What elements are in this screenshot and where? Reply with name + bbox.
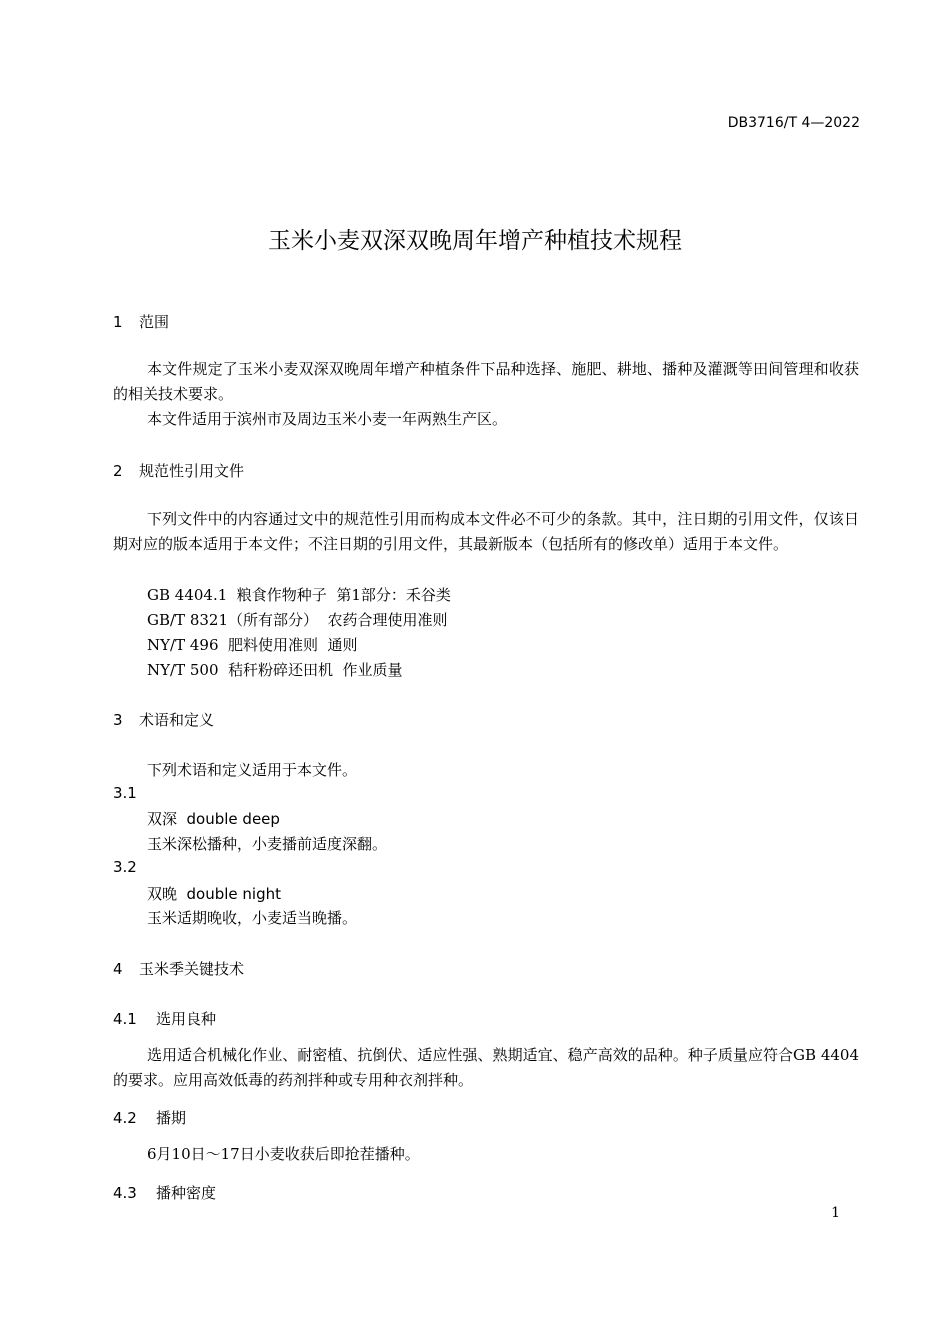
subsection-number: 4.2 <box>113 1109 137 1127</box>
section-number: 4 <box>113 960 123 978</box>
section-number: 3 <box>113 711 123 729</box>
subsection-number: 4.3 <box>113 1184 137 1202</box>
term-definition: 玉米深松播种，小麦播前适度深翻。 <box>147 835 388 853</box>
reference-item: GB 4404.1 粮食作物种子 第1部分：禾谷类 <box>147 586 451 604</box>
subsection-title: 选用良种 <box>156 1010 217 1028</box>
reference-item: NY/T 500 秸秆粉碎还田机 作业质量 <box>147 661 403 679</box>
reference-item: NY/T 496 肥料使用准则 通则 <box>147 636 358 654</box>
section-title: 规范性引用文件 <box>139 462 245 480</box>
reference-item: GB/T 8321（所有部分） 农药合理使用准则 <box>147 611 448 629</box>
section-title: 范围 <box>139 313 170 331</box>
subsection-title: 播期 <box>156 1109 187 1127</box>
paragraph: 下列文件中的内容通过文中的规范性引用而构成本文件必不可少的条款。其中，注日期的引用文件，仅该日期对应的版本适用于本文件；不注日期的引用文件，其最新版本（包括所有的修改单）适用于本文件。 <box>113 510 859 553</box>
paragraph: 6月10日～17日小麦收获后即抢茬播种。 <box>147 1145 420 1163</box>
term-number: 3.1 <box>113 784 137 802</box>
subsection-number: 4.1 <box>113 1010 137 1028</box>
term-number: 3.2 <box>113 858 137 876</box>
section-heading-terms <box>113 709 214 730</box>
section-heading-scope <box>113 311 169 332</box>
section-number: 2 <box>113 462 123 480</box>
section-title: 玉米季关键技术 <box>139 960 245 978</box>
subsection-title: 播种密度 <box>156 1184 217 1202</box>
term-definition: 玉米适期晚收，小麦适当晚播。 <box>147 909 358 927</box>
subsection-heading <box>113 1008 216 1029</box>
page-title: 玉米小麦双深双晚周年增产种植技术规程 <box>268 228 682 254</box>
subsection-heading <box>113 1182 216 1203</box>
term-name: 双晚 double night <box>147 885 282 903</box>
section-title: 术语和定义 <box>139 711 215 729</box>
page-number: 1 <box>831 1205 840 1221</box>
section-number: 1 <box>113 313 123 331</box>
paragraph: 下列术语和定义适用于本文件。 <box>147 761 358 779</box>
term-name: 双深 double deep <box>147 810 280 828</box>
paragraph: 本文件适用于滨州市及周边玉米小麦一年两熟生产区。 <box>147 410 508 428</box>
section-heading-normative-references <box>113 460 244 481</box>
document-code: DB3716/T 4—2022 <box>727 115 860 131</box>
section-heading-maize-season <box>113 958 244 979</box>
subsection-heading <box>113 1107 186 1128</box>
paragraph: 本文件规定了玉米小麦双深双晚周年增产种植条件下品种选择、施肥、耕地、播种及灌溉等田间管理和收获的相关技术要求。 <box>113 360 859 403</box>
paragraph: 选用适合机械化作业、耐密植、抗倒伏、适应性强、熟期适宜、稳产高效的品种。种子质量应符合GB 4404的要求。应用高效低毒的药剂拌种或专用种衣剂拌种。 <box>113 1046 859 1089</box>
